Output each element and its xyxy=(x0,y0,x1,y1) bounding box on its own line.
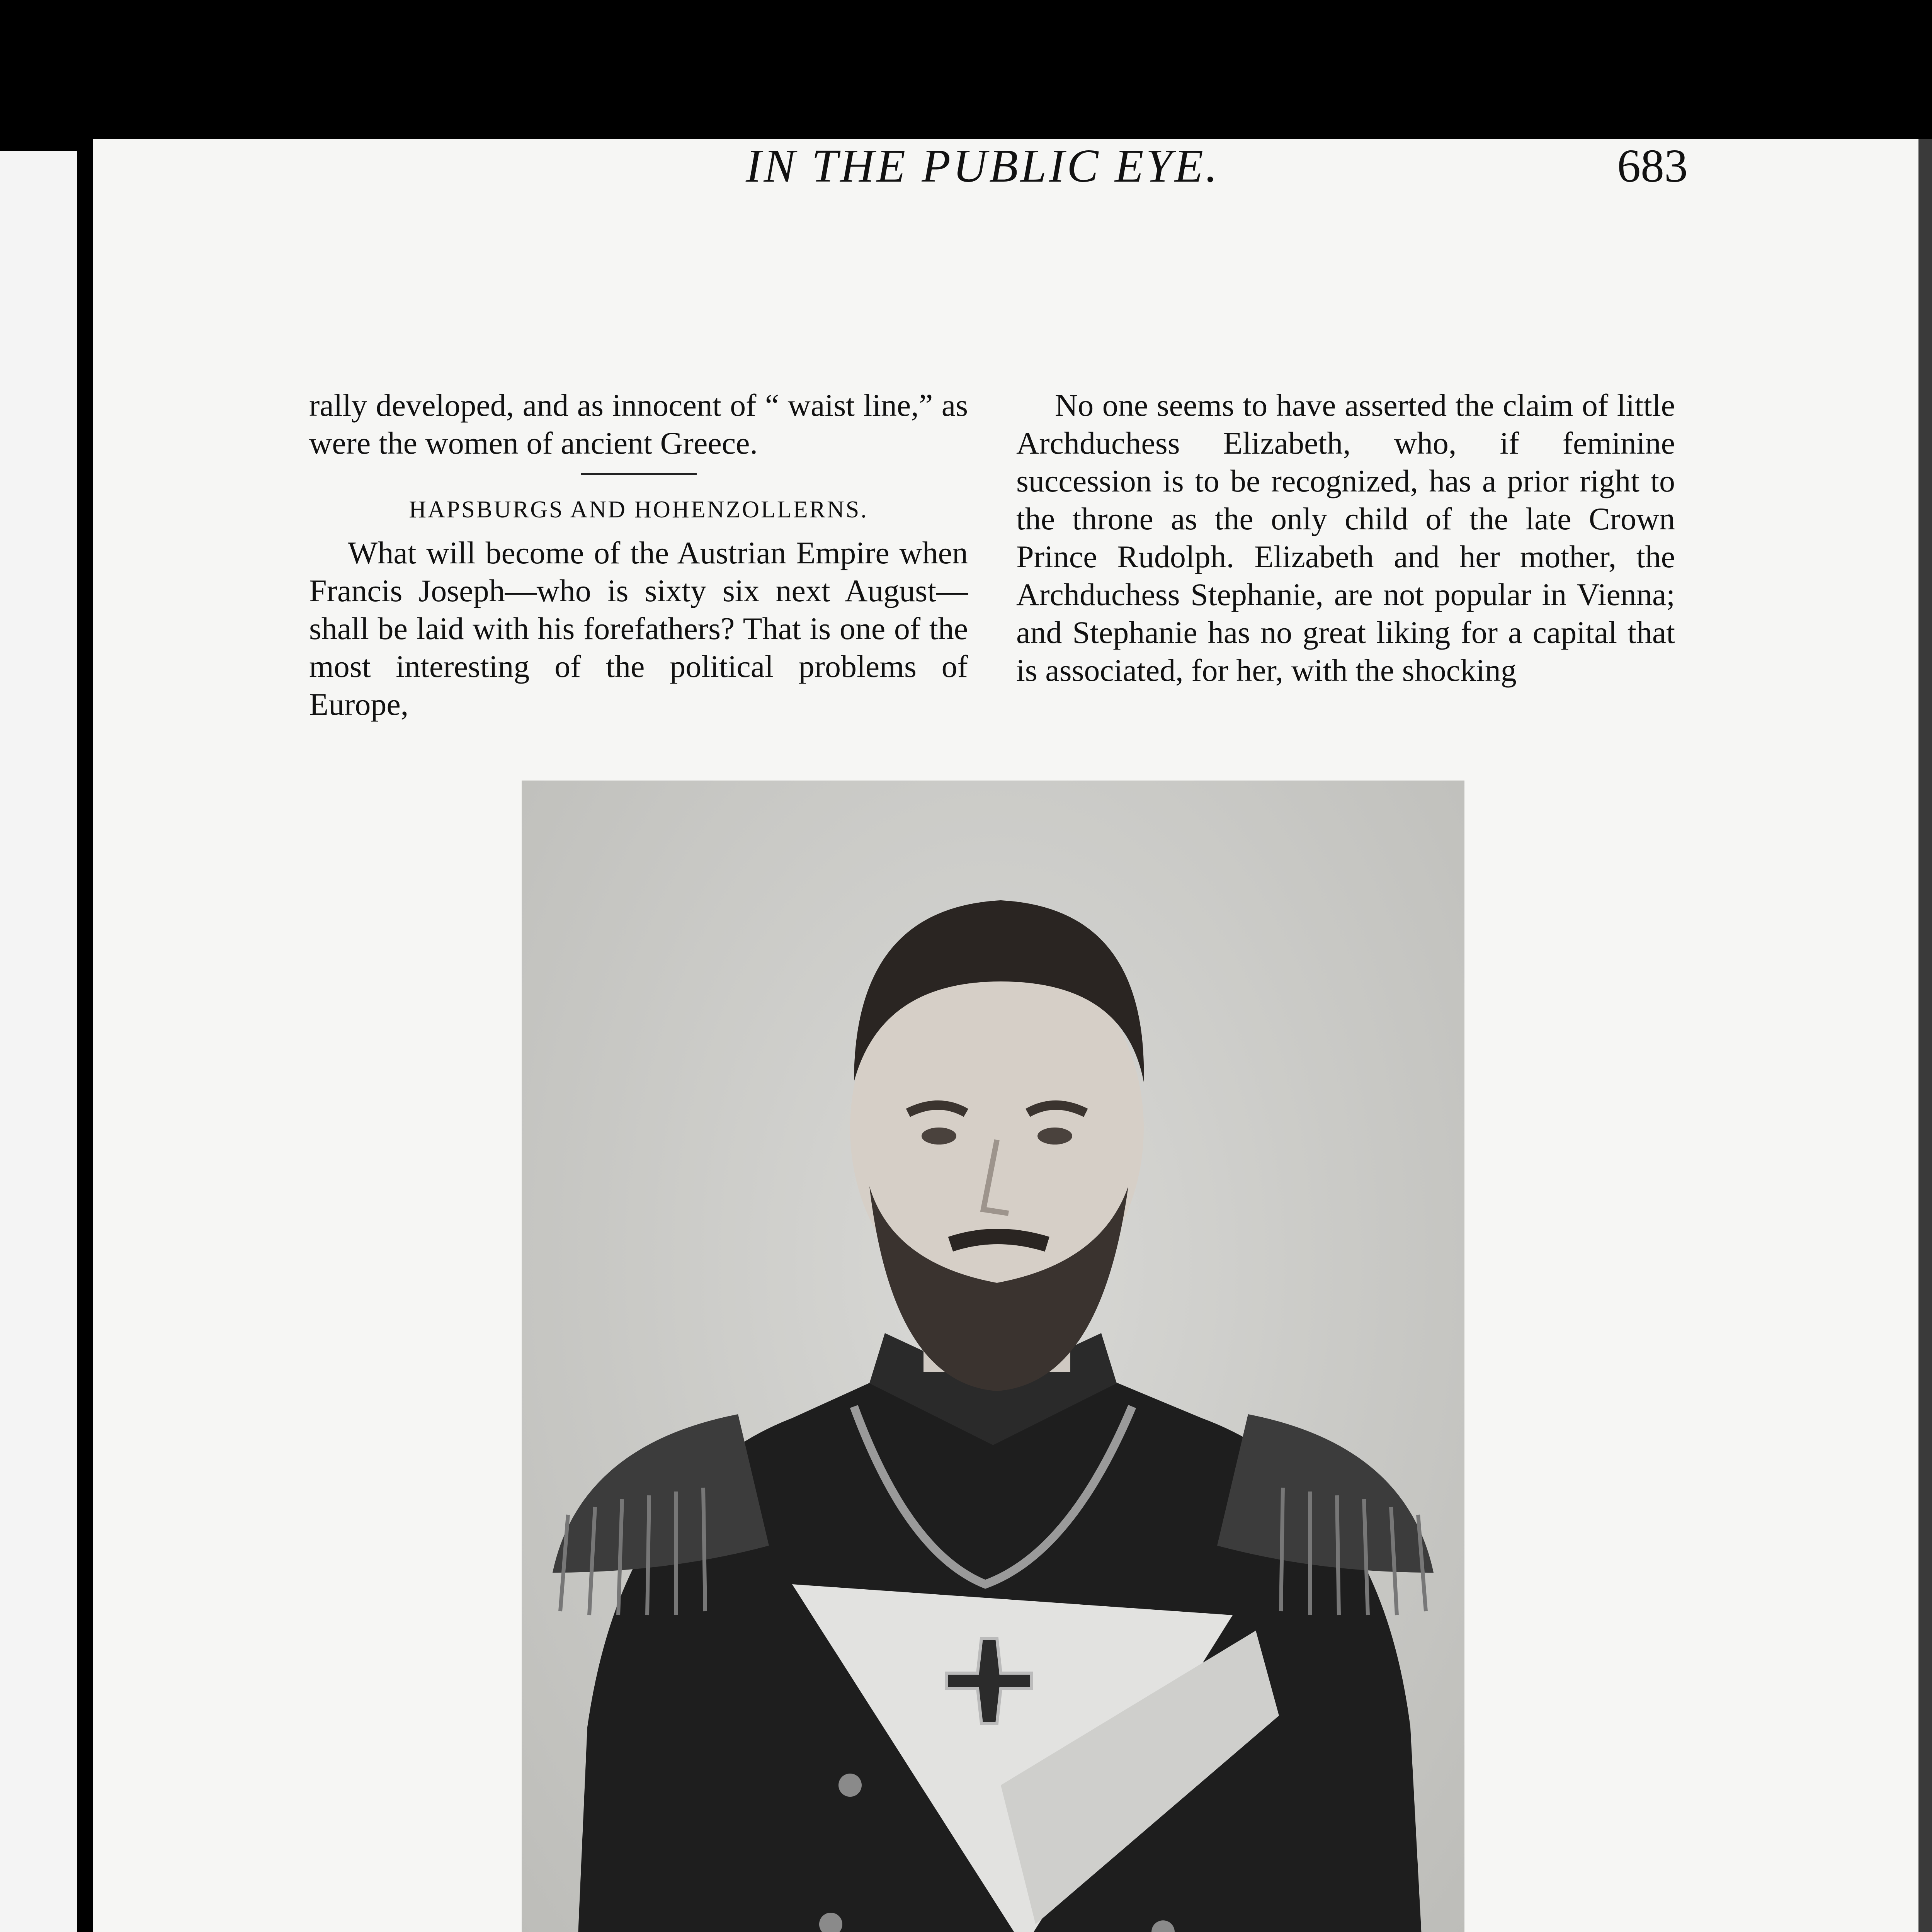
page-number: 683 xyxy=(1617,140,1688,192)
paragraph: What will become of the Austrian Empire when Francis Joseph—who is sixty six next August—shall be laid with his forefathers? That is one of the most interesting of the political problems of Europe, xyxy=(309,535,968,722)
section-heading: HAPSBURGS AND HOHENZOLLERNS. xyxy=(409,497,868,523)
running-title: IN THE PUBLIC EYE. xyxy=(746,140,1220,192)
page-edge-shadow xyxy=(1918,139,1932,1932)
column-top-left xyxy=(309,386,968,723)
portrait-illustration xyxy=(522,781,1464,1932)
portrait-photograph xyxy=(522,781,1464,1932)
paragraph-continued: rally developed, and as innocent of “ waist line,” as were the women of ancient Greece. xyxy=(309,388,968,461)
paragraph: No one seems to have asserted the claim of little Archduchess Elizabeth, who, if feminine succession is to be recognized, has a prior right to the throne as the only child of the late Crown Prince Rudolph. Elizabeth and her mother, the Archduchess Stephanie, are not popular in Vienna; and Stephanie has no great liking for a capital that is associated, for her, with the shocking xyxy=(1016,388,1675,688)
column-top-right xyxy=(1016,386,1675,689)
section-divider xyxy=(581,473,697,475)
facing-page-edge xyxy=(0,151,77,1932)
